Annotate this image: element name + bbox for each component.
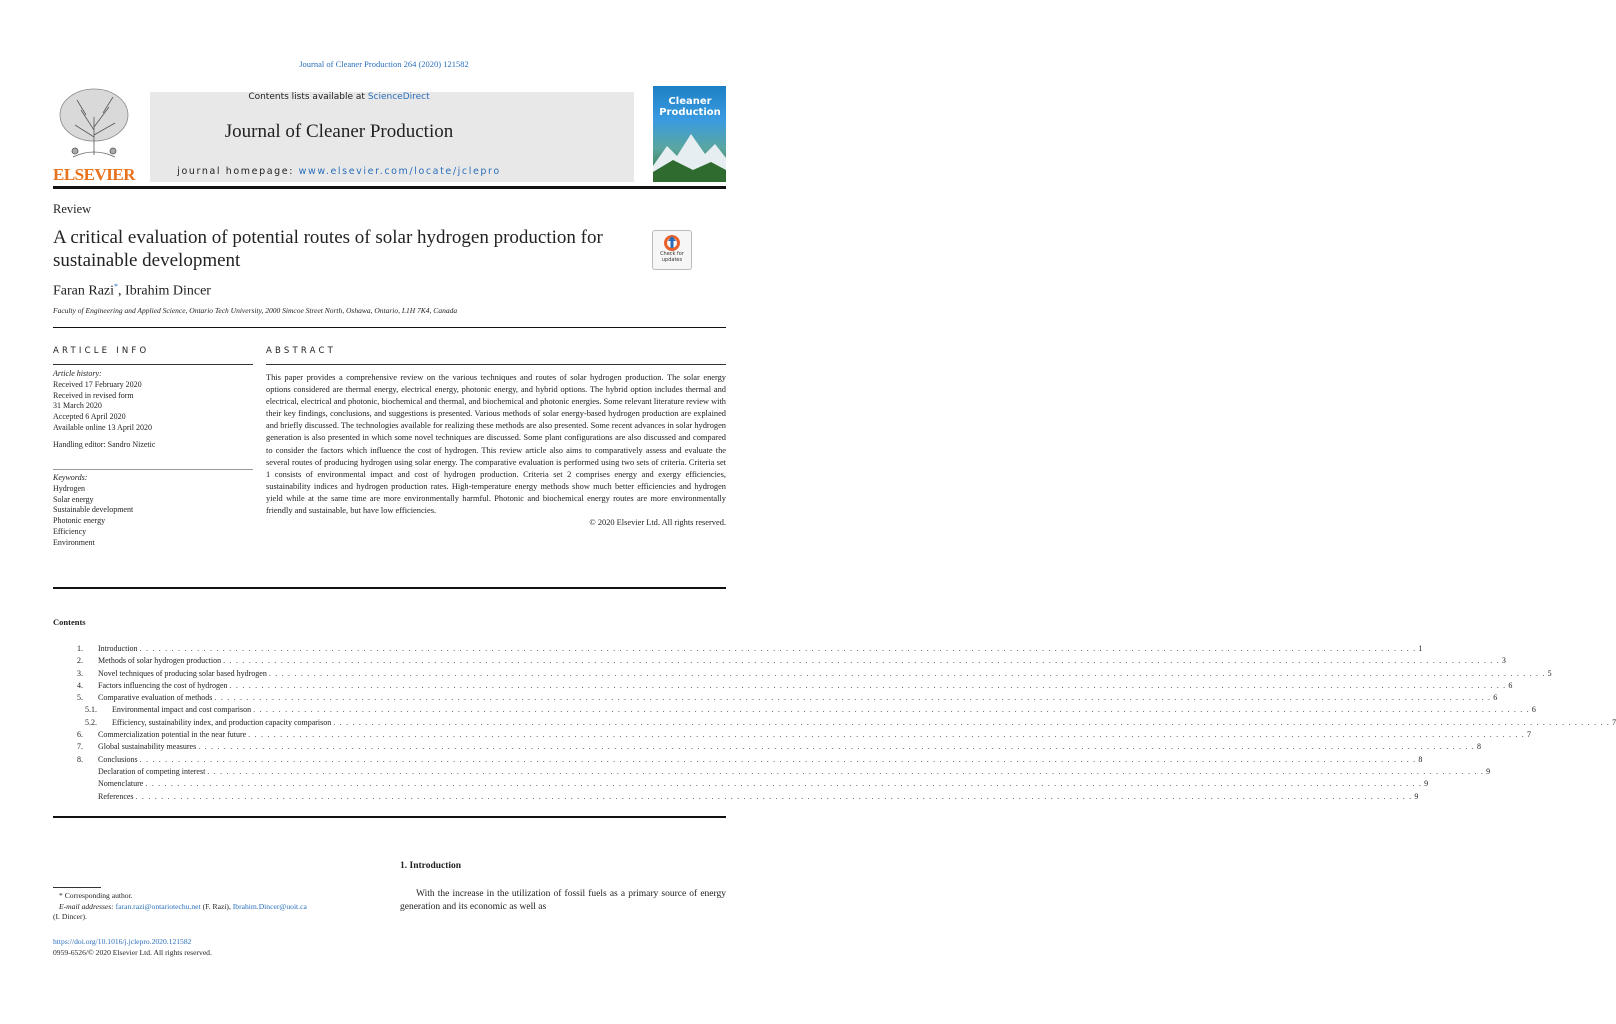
toc-page-number: 6 [1531,705,1536,715]
author-name[interactable]: Faran Razi [53,283,115,299]
toc-entry[interactable] [53,741,1482,753]
article-type: Review [53,202,92,216]
toc-number: 4. [77,680,83,690]
footnote [53,891,383,923]
toc-leader: . . . . . . . . . . . . . . . . . . . . . . . . . . . . . . . . . . . . . . . . . . . . . . . . . . . . . . . . . . . . . . . . . . . . . . . . . . . . . . . . . . . . . . . . . . . . . . . . . . . . . . . . . . . . . . . . . . . . . . . . . . . . . . . . . . . . . . . . . . . . . . . . . . . . . . . . . . . . . . . . . . . . . . . . . . . . . . . . . . . . . . . . . . . . . . . . . . . . . . . . [229,680,1507,690]
toc-entry[interactable] [53,754,1423,766]
doi-link[interactable]: https://doi.org/10.1016/j.jclepro.2020.121582 [53,937,192,946]
keyword: Efficiency [53,526,87,536]
toc-entry[interactable] [53,778,1429,790]
toc-number: 5.2. [85,717,97,727]
toc-number: 5.1. [85,705,97,715]
journal-title: Journal of Cleaner Production [224,121,454,142]
email-link[interactable]: Ibrahim.Dincer@uoit.ca [232,901,307,911]
corresponding-author-note: * Corresponding author. [59,891,133,900]
toc-page-number: 9 [1424,779,1429,789]
toc-number: 2. [77,656,83,666]
article-history [53,369,253,451]
check-for-updates-label: Check for updates [660,251,684,263]
keyword: Photonic energy [53,516,106,526]
history-line: Received in revised form [53,390,134,400]
section-heading-introduction: 1. Introduction [400,861,462,871]
journal-cover-image [653,86,726,182]
toc-label: Conclusions [98,754,138,764]
history-line: 31 March 2020 [53,401,102,411]
keyword: Environment [53,537,95,547]
introduction-text: With the increase in the utilization of fossil fuels as a primary source of energy generation and its economic as well as [400,889,726,912]
toc-label: Methods of solar hydrogen production [98,656,222,666]
toc-entry[interactable] [53,643,1423,655]
affiliation: Faculty of Engineering and Applied Science, Ontario Tech University, 2000 Simcoe Street North, Oshawa, Ontario, L1H 7K4, Canada [53,306,458,315]
history-line: Received 17 February 2020 [53,379,142,389]
toc-page-number: 8 [1418,754,1423,764]
keywords-block [53,473,253,549]
check-for-updates-icon [653,231,691,253]
toc-entry[interactable] [53,668,1552,680]
email-owner: (I. Dincer). [53,912,87,921]
history-line: Accepted 6 April 2020 [53,412,126,422]
email-link[interactable]: faran.razi@ontariotechu.net [115,901,201,911]
abstract-heading: ABSTRACT [266,346,337,356]
article-info-rule [53,364,253,365]
toc-leader: . . . . . . . . . . . . . . . . . . . . . . . . . . . . . . . . . . . . . . . . . . . . . . . . . . . . . . . . . . . . . . . . . . . . . . . . . . . . . . . . . . . . . . . . . . . . . . . . . . . . . . . . . . . . . . . . . . . . . . . . . . . . . . . . . . . . . . . . . . . . . . . . . . . . . . . . . . . . . . . . . . . . . . . . . . . . . . . . . . . . . . . . . . . . . . . . . . . . . . . . [135,791,1413,801]
toc-page-number: 6 [1508,680,1513,690]
toc-leader: . . . . . . . . . . . . . . . . . . . . . . . . . . . . . . . . . . . . . . . . . . . . . . . . . . . . . . . . . . . . . . . . . . . . . . . . . . . . . . . . . . . . . . . . . . . . . . . . . . . . . . . . . . . . . . . . . . . . . . . . . . . . . . . . . . . . . . . . . . . . . . . . . . . . . . . . . . . . . . . . . . . . . . . . . . . . . . . . . . . . . . . . . . . . . . . . . . . . . . . . [333,717,1611,727]
journal-homepage-link[interactable]: www.elsevier.com/locate/jclepro [298,166,501,177]
toc-entry[interactable] [53,692,1498,704]
toc-leader: . . . . . . . . . . . . . . . . . . . . . . . . . . . . . . . . . . . . . . . . . . . . . . . . . . . . . . . . . . . . . . . . . . . . . . . . . . . . . . . . . . . . . . . . . . . . . . . . . . . . . . . . . . . . . . . . . . . . . . . . . . . . . . . . . . . . . . . . . . . . . . . . . . . . . . . . . . . . . . . . . . . . . . . . . . . . . . . . . . . . . . . . . . . . . . . . . . . . . . . . [248,730,1525,740]
toc-entry[interactable] [53,766,1491,778]
keywords-rule [53,469,253,470]
keywords-label: Keywords: [53,473,88,482]
toc-entry[interactable] [53,704,1536,716]
email-owner: (F. Razi), [200,901,233,911]
abstract-body [266,372,726,529]
toc-leader: . . . . . . . . . . . . . . . . . . . . . . . . . . . . . . . . . . . . . . . . . . . . . . . . . . . . . . . . . . . . . . . . . . . . . . . . . . . . . . . . . . . . . . . . . . . . . . . . . . . . . . . . . . . . . . . . . . . . . . . . . . . . . . . . . . . . . . . . . . . . . . . . . . . . . . . . . . . . . . . . . . . . . . . . . . . . . . . . . . . . . . . . . . . . . . . . . . . . . . . . [198,742,1476,752]
toc-leader: . . . . . . . . . . . . . . . . . . . . . . . . . . . . . . . . . . . . . . . . . . . . . . . . . . . . . . . . . . . . . . . . . . . . . . . . . . . . . . . . . . . . . . . . . . . . . . . . . . . . . . . . . . . . . . . . . . . . . . . . . . . . . . . . . . . . . . . . . . . . . . . . . . . . . . . . . . . . . . . . . . . . . . . . . . . . . . . . . . . . . . . . . . . . . . . . . . . . . . . . [145,779,1423,789]
toc-page-number: 1 [1418,644,1423,653]
toc-page-number: 7 [1526,730,1531,740]
toc-page-number: 9 [1414,791,1419,801]
toc-page-number: 5 [1547,668,1552,678]
toc-leader: . . . . . . . . . . . . . . . . . . . . . . . . . . . . . . . . . . . . . . . . . . . . . . . . . . . . . . . . . . . . . . . . . . . . . . . . . . . . . . . . . . . . . . . . . . . . . . . . . . . . . . . . . . . . . . . . . . . . . . . . . . . . . . . . . . . . . . . . . . . . . . . . . . . . . . . . . . . . . . . . . . . . . . . . . . . . . . . . . . . . . . . . . . . . . . . . . . . . . . . . [214,693,1492,703]
abstract-bottom-rule [53,587,726,589]
toc-leader: . . . . . . . . . . . . . . . . . . . . . . . . . . . . . . . . . . . . . . . . . . . . . . . . . . . . . . . . . . . . . . . . . . . . . . . . . . . . . . . . . . . . . . . . . . . . . . . . . . . . . . . . . . . . . . . . . . . . . . . . . . . . . . . . . . . . . . . . . . . . . . . . . . . . . . . . . . . . . . . . . . . . . . . . . . . . . . . . . . . . . . . . . . . . . . . . . . . . . . . . [139,644,1417,653]
article-info-heading: ARTICLE INFO [53,346,150,356]
toc-entry[interactable] [53,655,1506,667]
handling-editor: Handling editor: Sandro Nizetic [53,439,156,449]
toc-label: Comparative evaluation of methods [98,693,213,703]
journal-citation[interactable]: Journal of Cleaner Production 264 (2020) 121582 [299,59,469,69]
toc-number: 5. [77,693,83,703]
toc-page-number: 8 [1477,742,1482,752]
author-list [53,282,211,300]
author-name[interactable]: , Ibrahim Dincer [118,283,211,299]
toc-leader: . . . . . . . . . . . . . . . . . . . . . . . . . . . . . . . . . . . . . . . . . . . . . . . . . . . . . . . . . . . . . . . . . . . . . . . . . . . . . . . . . . . . . . . . . . . . . . . . . . . . . . . . . . . . . . . . . . . . . . . . . . . . . . . . . . . . . . . . . . . . . . . . . . . . . . . . . . . . . . . . . . . . . . . . . . . . . . . . . . . . . . . . . . . . . . . . . . . . . . . . [268,668,1546,678]
toc-label: Commercialization potential in the near future [98,730,247,740]
contents-available-line: Contents lists available at ScienceDirect [248,92,430,102]
toc-number: 3. [77,668,83,678]
toc-label: Declaration of competing interest [98,766,206,776]
check-for-updates-button[interactable] [652,230,692,270]
toc-entry[interactable] [53,729,1531,741]
toc-entry[interactable] [53,791,1419,803]
toc-leader: . . . . . . . . . . . . . . . . . . . . . . . . . . . . . . . . . . . . . . . . . . . . . . . . . . . . . . . . . . . . . . . . . . . . . . . . . . . . . . . . . . . . . . . . . . . . . . . . . . . . . . . . . . . . . . . . . . . . . . . . . . . . . . . . . . . . . . . . . . . . . . . . . . . . . . . . . . . . . . . . . . . . . . . . . . . . . . . . . . . . . . . . . . . . . . . . . . . . . . . . [139,754,1417,764]
paper-title: A critical evaluation of potential routes of solar hydrogen production for sustainable development [53,227,603,271]
toc-page-number: 9 [1486,766,1491,776]
toc-label: Novel techniques of producing solar based hydrogen [98,668,267,678]
toc-label: Factors influencing the cost of hydrogen [98,680,228,690]
footnote-rule [53,887,101,888]
toc-number: 8. [77,754,83,764]
toc-label: Efficiency, sustainability index, and production capacity comparison [112,717,332,727]
article-history-label: Article history: [53,369,102,378]
table-of-contents [53,643,1616,803]
toc-page-number: 3 [1501,656,1506,666]
abstract-text: This paper provides a comprehensive review on the various techniques and routes of solar hydrogen production. The solar energy options considered are thermal energy, electrical energy, photonic energy, and hybrid options. The hybrid option includes thermal and electrical, electrical and photonic, biochemical and thermal, and biochemical and photonic energies. Some relevant literature review with their key findings, conclusions, and suggestions is presented. Various methods of solar energy-based hydrogen production are explained and briefly discussed. The technologies available for realizing these methods are also presented. Some recent advances in solar hydrogen generation is also presented in which some novel techniques are discussed. Some plant configurations are also discussed and compared to consider the factors which influence the cost of hydrogen. This review article also aims to comparatively assess and evaluate the several routes of producing hydrogen using solar energy. The comparative evaluation is performed using two sets of criteria. Criteria set 1 consists of environmental impact and cost of hydrogen production. Criteria set 2 comprises energy and exergy efficiencies, sustainability indices and hydrogen production rates. High-temperature energy methods show much better efficiencies and hydrogen yield while at the same time are more environmentally harmful. Photonic and biochemical energy routes are more environmentally friendly and sustainable, but have low efficiencies. [266,373,726,516]
toc-label: Environmental impact and cost comparison [112,705,252,715]
toc-number: 6. [77,730,83,740]
toc-label: References [98,791,134,801]
toc-label: Global sustainability measures [98,742,197,752]
masthead-rule [53,186,726,189]
keyword: Hydrogen [53,483,85,493]
header-divider [53,327,726,328]
issn-line: 0959-6526/© 2020 Elsevier Ltd. All rights reserved. [53,947,212,957]
sciencedirect-link[interactable]: ScienceDirect [367,92,430,102]
history-line: Available online 13 April 2020 [53,422,152,432]
doi-block [53,937,212,958]
abstract-copyright: © 2020 Elsevier Ltd. All rights reserved. [589,518,726,528]
toc-entry[interactable] [53,717,1616,729]
toc-page-number: 6 [1493,693,1498,703]
toc-leader: . . . . . . . . . . . . . . . . . . . . . . . . . . . . . . . . . . . . . . . . . . . . . . . . . . . . . . . . . . . . . . . . . . . . . . . . . . . . . . . . . . . . . . . . . . . . . . . . . . . . . . . . . . . . . . . . . . . . . . . . . . . . . . . . . . . . . . . . . . . . . . . . . . . . . . . . . . . . . . . . . . . . . . . . . . . . . . . . . . . . . . . . . . . . . . . . . . . . . . . . [223,656,1500,666]
contents-bottom-rule [53,816,726,818]
journal-homepage: journal homepage: www.elsevier.com/locate/jclepro [177,166,501,177]
toc-leader: . . . . . . . . . . . . . . . . . . . . . . . . . . . . . . . . . . . . . . . . . . . . . . . . . . . . . . . . . . . . . . . . . . . . . . . . . . . . . . . . . . . . . . . . . . . . . . . . . . . . . . . . . . . . . . . . . . . . . . . . . . . . . . . . . . . . . . . . . . . . . . . . . . . . . . . . . . . . . . . . . . . . . . . . . . . . . . . . . . . . . . . . . . . . . . . . . . . . . . . . [207,766,1485,776]
toc-label: Nomenclature [98,779,144,789]
toc-entry[interactable] [53,680,1513,692]
toc-number: 7. [77,742,83,752]
abstract-rule [266,364,726,365]
toc-leader: . . . . . . . . . . . . . . . . . . . . . . . . . . . . . . . . . . . . . . . . . . . . . . . . . . . . . . . . . . . . . . . . . . . . . . . . . . . . . . . . . . . . . . . . . . . . . . . . . . . . . . . . . . . . . . . . . . . . . . . . . . . . . . . . . . . . . . . . . . . . . . . . . . . . . . . . . . . . . . . . . . . . . . . . . . . . . . . . . . . . . . . . . . . . . . . . . . . . . . . . [253,705,1530,715]
corresponding-mark[interactable]: * [114,282,119,291]
contents-heading: Contents [53,617,86,627]
keyword: Solar energy [53,494,94,504]
toc-number: 1. [77,644,83,653]
elsevier-wordmark: ELSEVIER [53,165,135,184]
keyword: Sustainable development [53,505,134,515]
email-label: E-mail addresses: [59,901,116,911]
toc-page-number: 7 [1612,717,1616,727]
cover-title: Cleaner Production [659,96,721,118]
toc-label: Introduction [98,644,138,653]
